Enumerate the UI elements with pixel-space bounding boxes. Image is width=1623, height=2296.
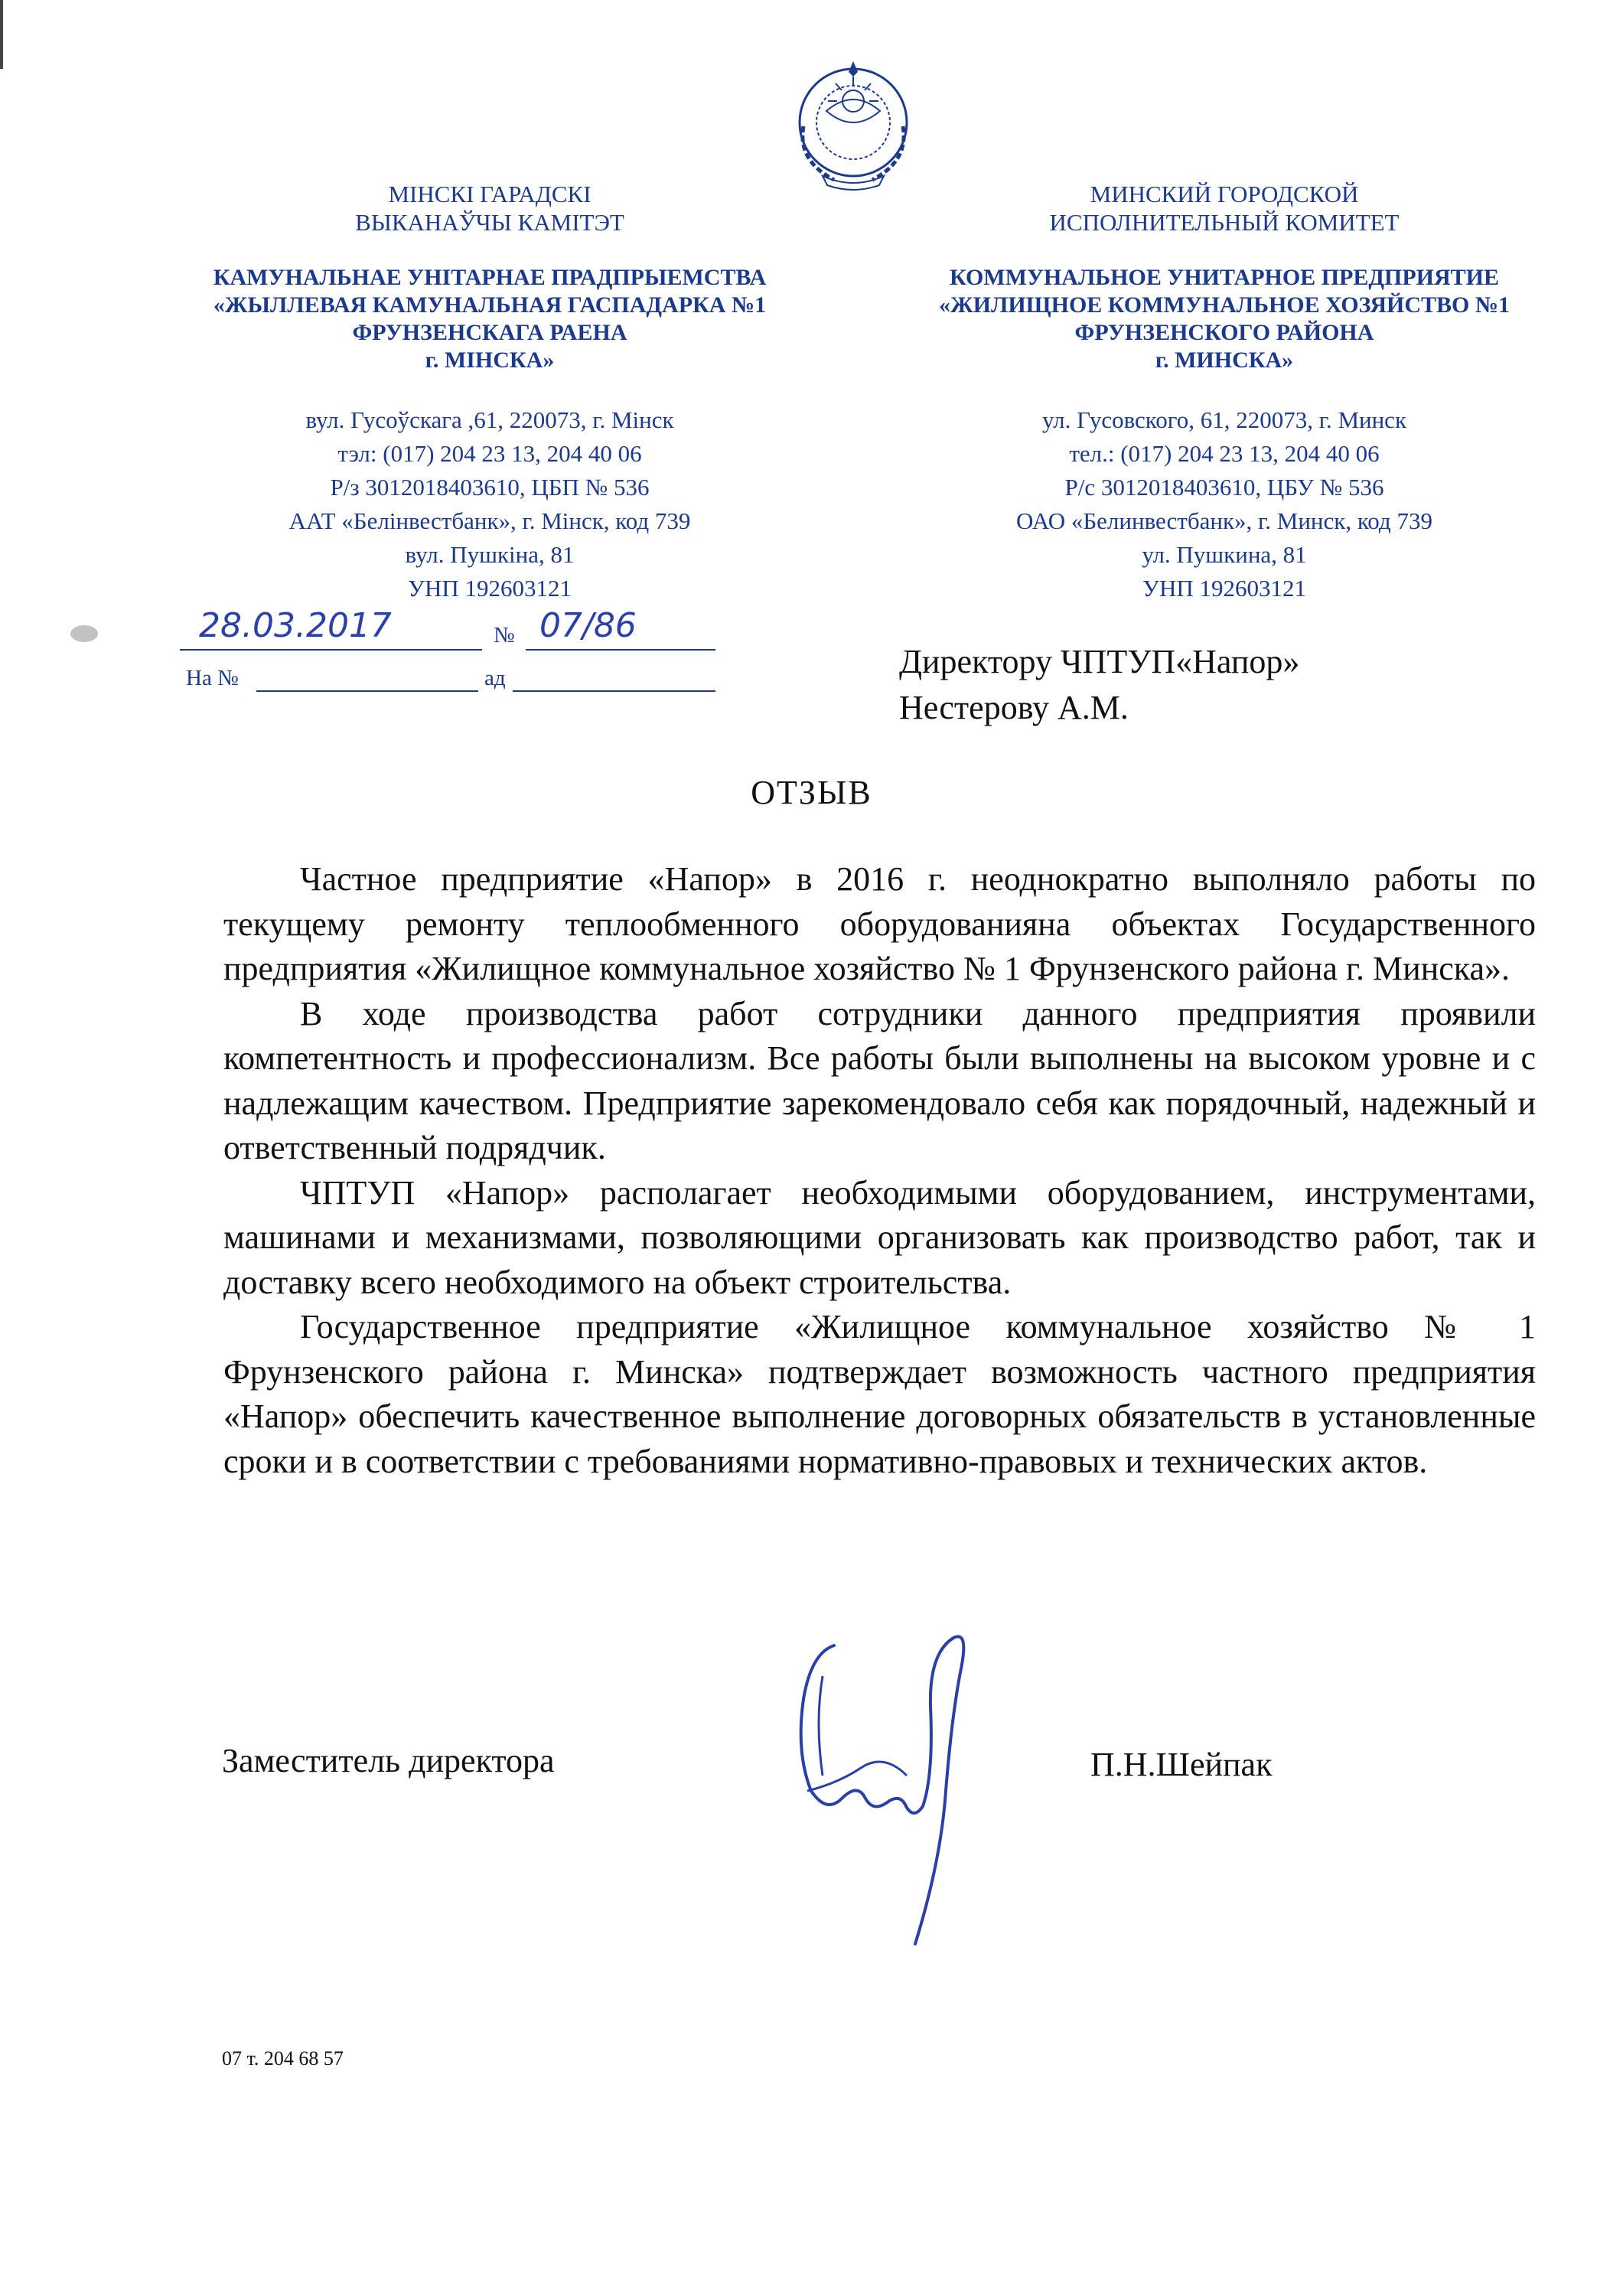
reply-number-label: На № — [186, 666, 239, 690]
addressee: Директору ЧПТУП«Напор» Нестерову А.М. — [899, 643, 1300, 726]
organization-name-be: КАМУНАЛЬНАЕ УНІТАРНАЕ ПРАДПРЫЕМСТВА «ЖЫЛЛЕВАЯ КАМУНАЛЬНАЯ ГАСПАДАРКА №1 ФРУНЗЕНСКАГА РАЕНА г. МІНСКА» — [213, 265, 767, 373]
authority-name-ru: МИНСКИЙ ГОРОДСКОЙ ИСПОЛНИТЕЛЬНЫЙ КОМИТЕТ — [1049, 181, 1400, 236]
paragraph: Частное предприятие «Напор» в 2016 г. неоднократно выполняло работы по текущему ремонту теплообменного оборудованияна объектах Государственного предприятия «Жилищное коммунальное хозяйство № 1 Фрунзенского района г. Минска». — [223, 860, 1536, 987]
paragraph: Государственное предприятие «Жилищное коммунальное хозяйство № 1 Фрунзенского района г. Минска» подтверждает возможность частного предприятия «Напор» обеспечить качественное выполнение договорных обязательств в установленные сроки и в соответствии с требованиями нормативно-правовых и технических актов. — [223, 1308, 1536, 1480]
handwritten-date: 28.03.2017 — [199, 606, 392, 645]
signatory-position: Заместитель директора — [222, 1742, 555, 1779]
handwritten-signature — [761, 1630, 983, 1952]
organization-address-be: вул. Гусоўскага ,61, 220073, г. Мінск тэл: (017) 204 23 13, 204 40 06 Р/з 3012018403610, ЦБП № 536 ААТ «Белінвестбанк», г. Мінск, код 739 вул. Пушкіна, 81 УНП 192603121 — [288, 406, 691, 602]
number-line — [526, 649, 715, 651]
reply-from-label: ад — [484, 666, 506, 690]
reply-from-line — [513, 690, 715, 692]
signatory-name: П.Н.Шейпак — [1090, 1746, 1273, 1783]
paragraph: В ходе производства работ сотрудники данного предприятия проявили компетентность и профессионализм. Все работы были выполнены на высоком уровне и с надлежащим качеством. Предприятие зарекомендовало себя как порядочный, надежный и ответственный подрядчик. — [223, 994, 1536, 1166]
handwritten-number: 07/86 — [539, 606, 637, 645]
date-line — [180, 649, 482, 651]
scan-edge-mark — [0, 0, 11, 69]
document-title: ОТЗЫВ — [751, 774, 872, 811]
organization-name-ru: КОММУНАЛЬНОЕ УНИТАРНОЕ ПРЕДПРИЯТИЕ «ЖИЛИЩНОЕ КОММУНАЛЬНОЕ ХОЗЯЙСТВО №1 ФРУНЗЕНСКОГО РАЙОНА г. МИНСКА» — [938, 265, 1510, 373]
registration-block — [180, 606, 715, 696]
state-emblem-icon — [781, 54, 926, 199]
executor-phone: 07 т. 204 68 57 — [222, 2047, 344, 2069]
organization-address-ru: ул. Гусовского, 61, 220073, г. Минск тел.: (017) 204 23 13, 204 40 06 Р/с 3012018403610, ЦБУ № 536 ОАО «Белинвестбанк», г. Минск, код 739 ул. Пушкина, 81 УНП 192603121 — [1016, 406, 1432, 602]
number-label: № — [494, 623, 515, 647]
scan-smudge — [67, 621, 101, 646]
letter-body — [223, 857, 1536, 1484]
paragraph: ЧПТУП «Напор» располагает необходимыми оборудованием, инструментами, машинами и механизмами, позволяющими организовать как производство работ, так и доставку всего необходимого на объект строительства. — [223, 1173, 1536, 1301]
authority-name-be: МІНСКІ ГАРАДСКІ ВЫКАНАЎЧЫ КАМІТЭТ — [355, 181, 624, 236]
reply-number-line — [256, 690, 478, 692]
